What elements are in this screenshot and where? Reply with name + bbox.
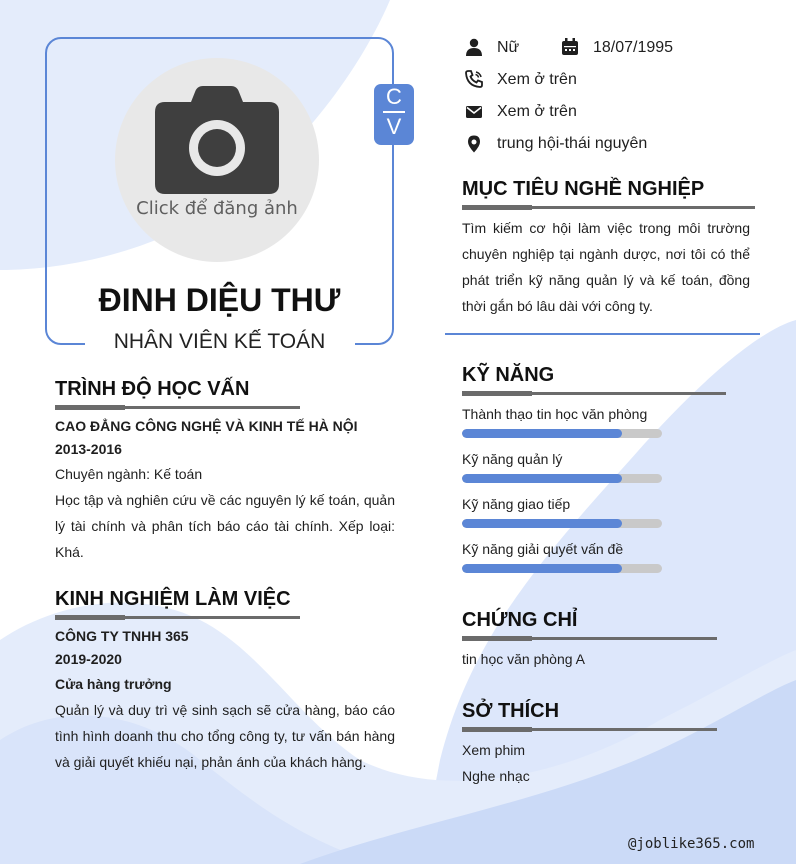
- education-underline: [55, 406, 300, 409]
- skills-underline: [462, 392, 726, 395]
- skill-name: Thành thạo tin học văn phòng: [462, 406, 648, 422]
- experience-underline: [55, 616, 300, 619]
- cv-badge: [374, 84, 414, 145]
- phone-value: Xem ở trên: [497, 71, 577, 88]
- divider: [445, 333, 760, 335]
- skill-name: Kỹ năng giao tiếp: [462, 496, 571, 512]
- photo-upload-label[interactable]: Click để đăng ảnh: [136, 198, 298, 219]
- address-value: trung hội-thái nguyên: [497, 135, 648, 152]
- objective-text: Tìm kiếm cơ hội làm việc trong môi trường chuyên nghiệp tại ngành dược, nơi tôi có thể phát triển kỹ năng quản lý và kế toán, đồng thời gắn bó lâu dài với công ty.: [462, 220, 750, 314]
- skill-bar: [462, 429, 662, 438]
- objective-underline: [462, 206, 755, 209]
- person-icon: [465, 38, 483, 56]
- skills-heading: KỸ NĂNG: [462, 364, 555, 386]
- gender-value: Nữ: [497, 39, 520, 56]
- hobbies-underline: [462, 728, 717, 731]
- experience-heading: KINH NGHIỆM LÀM VIỆC: [55, 588, 291, 610]
- calendar-icon: [561, 38, 579, 56]
- hobbies-heading: SỞ THÍCH: [462, 700, 560, 722]
- cv-badge-top: C: [386, 84, 402, 109]
- education-major: Chuyên ngành: Kế toán: [55, 466, 203, 482]
- job-title: NHÂN VIÊN KẾ TOÁN: [113, 330, 326, 353]
- skill-bar-fill: [462, 519, 622, 528]
- certificate-item: tin học văn phòng A: [462, 651, 585, 667]
- education-period: 2013-2016: [55, 441, 122, 457]
- experience-period: 2019-2020: [55, 651, 122, 667]
- experience-position: Cửa hàng trưởng: [55, 676, 172, 692]
- location-icon: [465, 135, 483, 153]
- experience-description: Quản lý và duy trì vệ sinh sạch sẽ cửa hàng, báo cáo tình hình doanh thu cho tổng công ty, tư vấn bán hàng và giải quyết khiếu nại, phản ánh của khách hàng.: [55, 702, 395, 770]
- objective-heading: MỤC TIÊU NGHỀ NGHIỆP: [462, 178, 705, 200]
- phone-icon: [465, 70, 483, 88]
- camera-icon[interactable]: [155, 86, 279, 194]
- skill-bar: [462, 519, 662, 528]
- education-description: Học tập và nghiên cứu về các nguyên lý kế toán, quản lý tài chính và phân tích báo cáo tài chính. Xếp loại: Khá.: [55, 492, 395, 560]
- skill-bar: [462, 474, 662, 483]
- education-heading: TRÌNH ĐỘ HỌC VẤN: [55, 378, 250, 400]
- email-value: Xem ở trên: [497, 103, 577, 120]
- certificates-heading: CHỨNG CHỈ: [462, 609, 578, 631]
- certificates-underline: [462, 637, 717, 640]
- skill-bar: [462, 564, 662, 573]
- cv-badge-bottom: V: [386, 114, 402, 139]
- skill-bar-fill: [462, 429, 622, 438]
- education-school: CAO ĐẲNG CÔNG NGHỆ VÀ KINH TẾ HÀ NỘI: [55, 418, 358, 434]
- full-name: ĐINH DIỆU THƯ: [98, 282, 341, 318]
- hobby-item: Nghe nhạc: [462, 768, 530, 784]
- skill-bar-fill: [462, 474, 622, 483]
- skill-name: Kỹ năng quản lý: [462, 451, 563, 467]
- skill-bar-fill: [462, 564, 622, 573]
- birthdate-value: 18/07/1995: [593, 39, 674, 56]
- experience-company: CÔNG TY TNHH 365: [55, 628, 189, 644]
- mail-icon: [465, 103, 483, 121]
- skill-name: Kỹ năng giải quyết vấn đề: [462, 541, 624, 557]
- hobby-item: Xem phim: [462, 742, 526, 758]
- watermark: @joblike365.com: [628, 836, 755, 852]
